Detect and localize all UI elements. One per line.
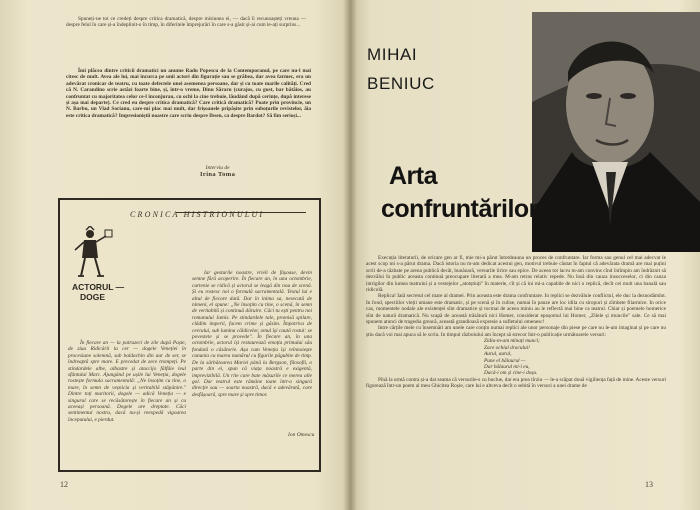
interview-credit: [200, 165, 235, 178]
headline-line-1: ACTORUL —: [72, 282, 125, 292]
article-paragraph: Intre cărțile mele cu însemnări am unele care conțin numai replici ale unor personaje din piese pe care nu le-am imaginat și pe care nu știu dacă voi mai apuca să le scriu. In timpul războiului am încept să strecor într-o publicație următoarele versuri:: [366, 325, 666, 338]
column-text-2: Iar gesturile noastre, vrieli de fâșoase, devin semne fără acoperire. În fiecare an, în una octombrie, curtenie se ridică și actorul se leagă din nou de scenă. Și eu rostesc noi o formulă sacramentală. Textul lui e altul de fiecare dată. Dar în inima sa, nesecată de nimeni, el spune: „Ne însoțim cu tine, o scenă, în semn de veritabilă și continuă dăruire. Căci tu ești pentru noi romanului Jamis. Pe stindardele tale, promisă spilare, clădim imperii, facem crime și găsim. Împotriva de cercului, sub lumina căldicelor, omul își caută rostul: se povestete și se provede". În fiecare an, în una octombrie, actorul își restaurează emoția primului său fondată o căsătorie. Așa cum Veneția își reînnoiește cununia cu marea numărul cu figurile păgubite de timp. De la sărbătoarea Mariei până la Bergson, filosofii, o parte din ei, spun că viața noastră e exigentă, imprevizibilă. Un rite care bate măsurile ce merea alle gol. Dar teatrul este rămâne toate într-o singură direcție sau — soarta noastră, dacă e adevărată, care desfășoară, spre mare și spre timor.: [192, 270, 312, 398]
column-signature: Ion Omescu: [288, 432, 315, 438]
article-paragraph: Pînă la urmă contra și-a dat seama că versurile-s cu buclue, dar era prea tîrziu — le-a scăpat două vigiliența față de mine. Aceste versuri figurează într-un poem al meu Ghicitea Roșie, care lui e altceva decît o sebită în versuri a unei drame de: [366, 376, 666, 390]
portrait-photo-icon: [532, 12, 700, 252]
column-title: CRONICA HISTRIONULUI: [130, 210, 265, 219]
author-first-name: MIHAI: [367, 45, 418, 64]
author-last-name: BENIUC: [367, 74, 435, 93]
interviewer-name: Irina Toma: [200, 171, 236, 178]
headline-line-2: DOGE: [80, 292, 106, 302]
article-body: [366, 255, 666, 390]
interview-label: Interviu de: [205, 165, 230, 171]
column-box: [58, 198, 321, 472]
poem-line: Aurul, aurul,: [484, 351, 512, 358]
book-gutter: [343, 0, 357, 510]
page-number-right: 13: [645, 480, 653, 489]
bold-answer-paragraph: Îmi plăcea dintre criticii dramatici un anume Radu Popescu de la Contemporanul, pe care nu-l mai citesc de mult. Avea ale lui, mai încurca pe unii actori din figurație sau se grăbea, dar avea farmec, era un adevărat cronicar de teatru, cu toate defectele unei asemenea persoane, dar și cu toate marile calități. Cred că N. Carandino scrie astăzi foarte bine, și, într-o vreme, Dinu Săraru (curajos, cu gust, bar bătăios, au confruntat cu majoritatea celor ce-l înconjurau, cu ochi la cine trebuie, lăudând după cerințe, după interese și așa mai departe). Ce cred eu despre critica dramatică? Care critică dramatică? Poate prin provincie, un N. Barbu, un Vlad Sorianu, care-mi plac mai mult, dar frișoanele pripășite prin suboțurile revistelor, ăia este critica dramatică? Impresioniștii noastre care scriu despre Ibsen, ca despre Bardot? Să fim serioși...: [66, 68, 311, 119]
poem-line: Zidiu-m-am mînați munci;: [484, 338, 540, 345]
poem-line: Zace ochiul dracului!: [484, 344, 530, 351]
poem-line: Dacă-i om și cine-i doșu.: [484, 370, 538, 377]
title-line-1: Arta: [389, 162, 438, 190]
article-title: [381, 160, 538, 226]
author-name: [367, 40, 435, 98]
author-portrait: [532, 12, 700, 252]
poem-line: Pune el bălaurul —: [484, 357, 526, 364]
column-text-1: În fiecare an — la patruzeci de zile după Paște, de ziua Ridicării la cer — dogele Veneției în procesiune solemnă, sub baldachin din aur de ser, se îndreaptă spre mare. E precedat de zece trompeți. Pe stindardele albe, albastre și ataccijo fâlfâie leul sfântului Marc. Ajungând pe ușile lui Veneția, dogele rostește formula sacramentală: „Ne însoțim cu tine, o mare, în semn de veșnicia și veritabilă stăpânire." Dintre toți muritorii, dogele — adică Veneția — e singurul care se recăsătorește în fiecare an și cu aceeași persoană. Dogele are dreptate. Căci sentimentul nostru, dacă nu-și reexpedă vigoarea începutului, e pierdut.: [68, 340, 186, 423]
page-number-left: 12: [60, 480, 68, 489]
harlequin-figure-icon: [70, 226, 116, 284]
article-paragraph: Execuția literaturii, de oricare gen ar fi, mie mi-a părut întotdeauna un proces de confruntare. Iar forma sau genul cel mai adecvat le acest scop mi s-a părut drama. Dacă istoria nu m-am dedicat acestui gen, motivul trebuie căutat în faptul că adevărata dramă are mai puțini scrii de-a răzbate pe arena publică decât, bunăoară, versurile lirice sau epice. De aceea tot lacru m-am convins cînd întîmpin am îndrăznit să dezvălui în public aceasta continuă preocupare literară a mea. M-am retras relativ repede. Nu însă din cauza insucceselor, ci din cauza intrigilor din lumea teatrului și a vestejelor „atotștiuți" în materie, cît și că ini mi-a capabile de nici o replică, decît cei mult una banală sau ridicolă.: [366, 255, 666, 294]
title-line-2: confruntărilor: [381, 195, 538, 223]
column-headline: [72, 282, 124, 302]
intro-paragraph: Spuneți-ne tot ce credeți despre critica dramatică, despre misiunea ei, — dacă îi recunoașteți vreuna — despre felul în care și-a îndeplinit-o în timp, în diferitele împrejurări în care s-a găsit și-ai cum le-ați surprins...: [66, 16, 306, 29]
article-paragraph: Replica! Iată secretul cel mare al dramei. Prin aceasta este drama confruntare. In replici se dezvăluie conflictul, ele duc la deznodămînt. In fond, spectiilor vieții umane este dramatic, și pe scenă și în culise, numai în pauze are loc idila cu siropuri și zîmbete filarmice. In orice caz, momentele nodale ale existenței sînt dramatice și tocmai de aceea miniu au le reflectă mai bine ca teatrul. Chiar și poemele homerice sînt de natură dramatică. Nu scapă de această trăsătură nici Homer, considerat epoșomul lui Homer, „Zilele și muncile" sale. Ce să mai spunem atunci de tragedia greacă, această grandioasă expresie a sufletului omenesc!: [366, 293, 666, 326]
poem-line: Dar bălaurul mi-i eu,: [484, 363, 530, 370]
